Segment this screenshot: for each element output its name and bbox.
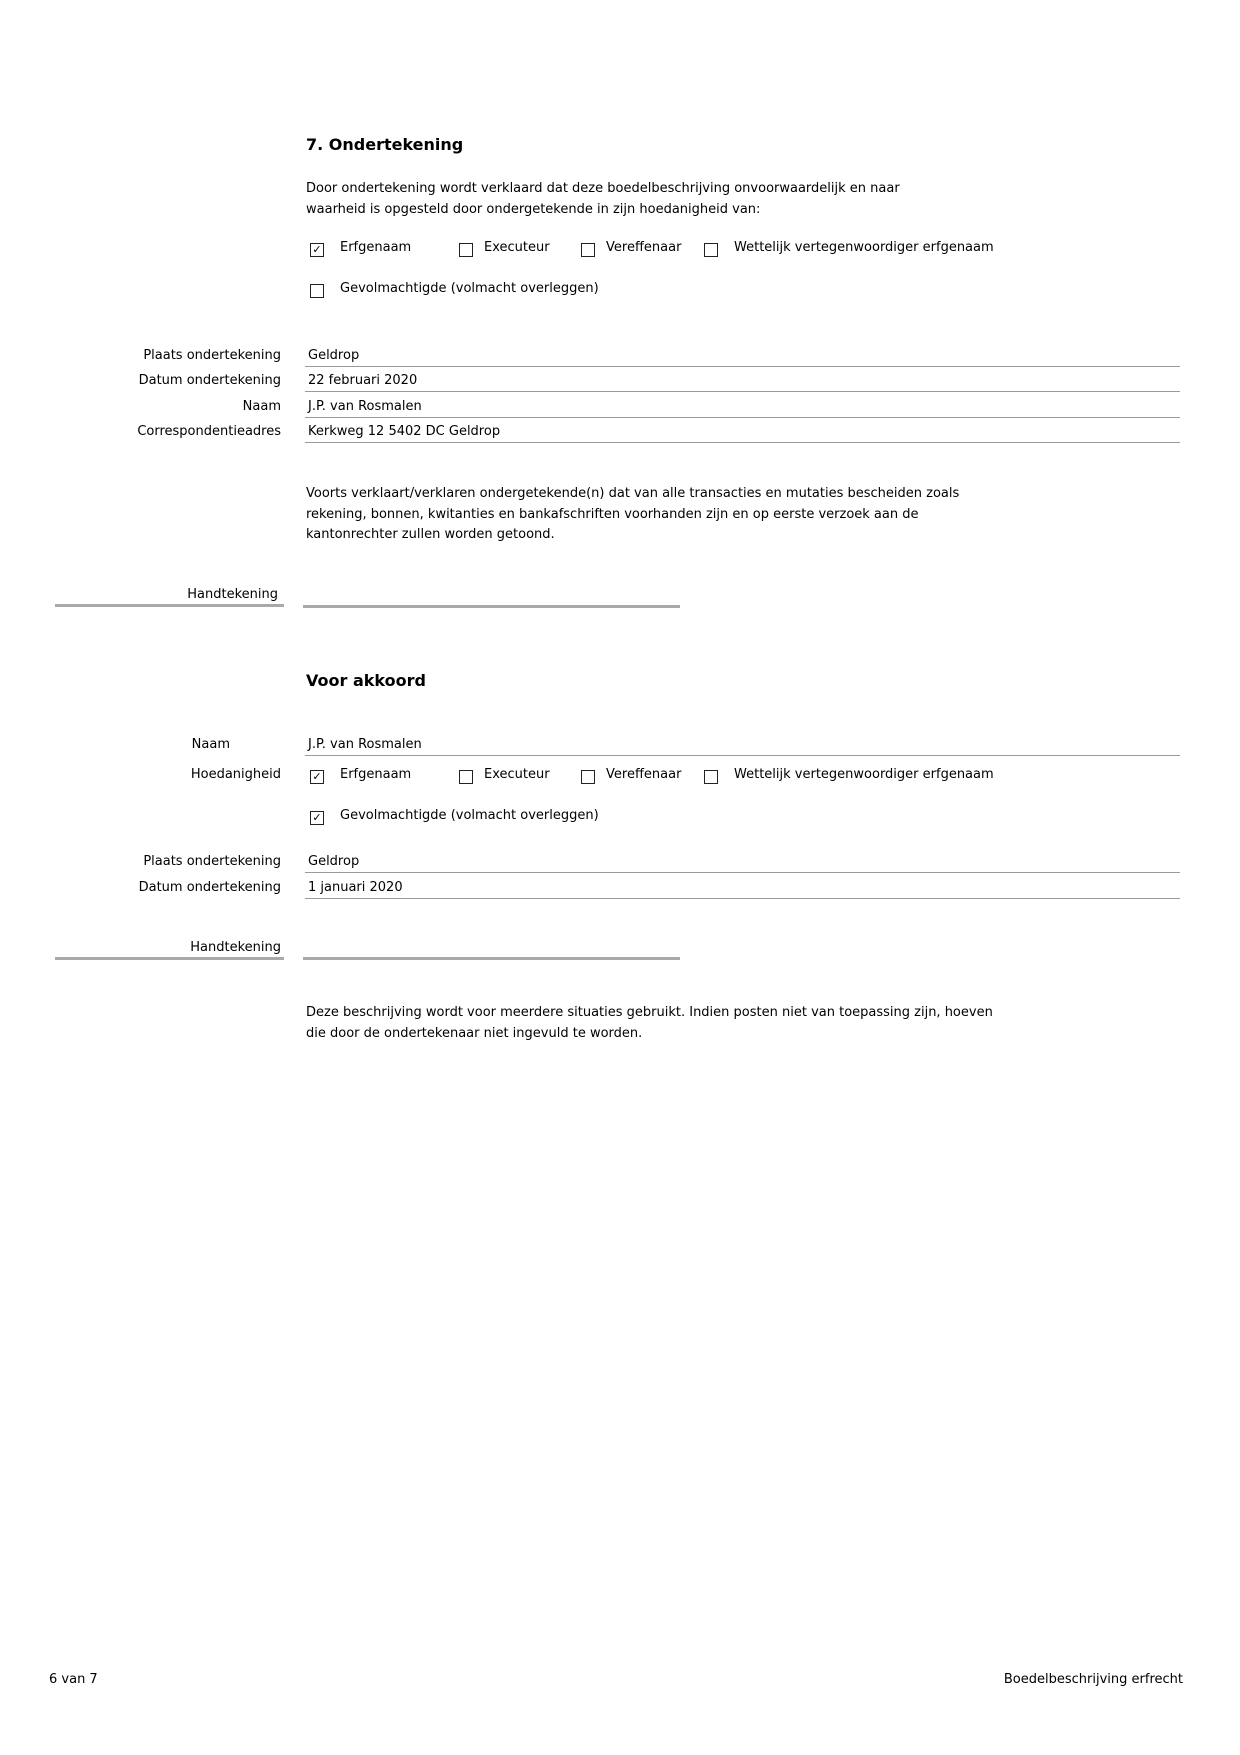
field-label-naam: Naam	[242, 399, 281, 414]
signature-line[interactable]	[303, 605, 680, 608]
field-value-plaats[interactable]: Geldrop	[308, 854, 360, 869]
checkbox-label: Wettelijk vertegenwoordiger erfgenaam	[734, 240, 994, 255]
checkbox-label: Executeur	[484, 240, 550, 255]
checkbox-vereffenaar[interactable]	[581, 770, 595, 784]
field-value-naam[interactable]: J.P. van Rosmalen	[308, 399, 422, 414]
intro-line: waarheid is opgesteld door ondergetekende in zijn hoedanigheid van:	[306, 201, 761, 217]
signature-line[interactable]	[303, 957, 680, 960]
field-underline	[305, 417, 1180, 418]
field-underline	[305, 366, 1180, 367]
checkbox-label: Vereffenaar	[606, 767, 682, 782]
field-underline	[305, 755, 1180, 756]
field-label-hoedanigheid: Hoedanigheid	[190, 767, 281, 782]
checkbox-gevolmachtigde[interactable]	[310, 284, 324, 298]
note-line: Deze beschrijving wordt voor meerdere situaties gebruikt. Indien posten niet van toepassing zijn, hoeven	[306, 1005, 993, 1020]
signature-label-rule	[55, 604, 284, 607]
field-underline	[305, 898, 1180, 899]
checkbox-wettelijk-vertegenwoordiger[interactable]	[704, 243, 718, 257]
checkbox-label: Vereffenaar	[606, 240, 682, 255]
checkbox-label: Gevolmachtigde (volmacht overleggen)	[340, 281, 599, 296]
field-label-datum: Datum ondertekening	[138, 373, 281, 388]
section-title: Voor akkoord	[306, 671, 426, 690]
statement-paragraph	[306, 484, 959, 546]
field-value-plaats[interactable]: Geldrop	[308, 348, 360, 363]
field-underline	[305, 442, 1180, 443]
checkbox-gevolmachtigde[interactable]: ✓	[310, 811, 324, 825]
note-line: die door de ondertekenaar niet ingevuld te worden.	[306, 1025, 643, 1041]
section-title: 7. Ondertekening	[306, 135, 464, 154]
checkbox-label: Gevolmachtigde (volmacht overleggen)	[340, 808, 599, 823]
checkbox-erfgenaam[interactable]: ✓	[310, 770, 324, 784]
signature-label-rule	[55, 957, 284, 960]
document-title: Boedelbeschrijving erfrecht	[1003, 1672, 1183, 1687]
statement-line: rekening, bonnen, kwitanties en bankafschriften voorhanden zijn en op eerste verzoek aan de	[306, 506, 919, 522]
checkbox-executeur[interactable]	[459, 243, 473, 257]
statement-line: Voorts verklaart/verklaren ondergetekende(n) dat van alle transacties en mutaties bescheiden zoals	[306, 486, 960, 501]
field-value-adres[interactable]: Kerkweg 12 5402 DC Geldrop	[308, 424, 501, 439]
field-label-naam: Naam	[191, 737, 230, 752]
field-value-naam[interactable]: J.P. van Rosmalen	[308, 737, 422, 752]
signature-label: Handtekening	[187, 587, 278, 602]
statement-line: kantonrechter zullen worden getoond.	[306, 527, 555, 542]
checkbox-wettelijk-vertegenwoordiger[interactable]	[704, 770, 718, 784]
field-label-plaats: Plaats ondertekening	[143, 854, 281, 869]
field-underline	[305, 872, 1180, 873]
checkbox-label: Wettelijk vertegenwoordiger erfgenaam	[734, 767, 994, 782]
checkbox-erfgenaam[interactable]: ✓	[310, 243, 324, 257]
checkbox-vereffenaar[interactable]	[581, 243, 595, 257]
field-label-datum: Datum ondertekening	[138, 880, 281, 895]
field-label-adres: Correspondentieadres	[137, 424, 281, 439]
checkbox-label: Executeur	[484, 767, 550, 782]
field-value-datum[interactable]: 1 januari 2020	[308, 880, 403, 895]
page-number: 6 van 7	[49, 1672, 98, 1687]
checkbox-label: Erfgenaam	[340, 767, 412, 782]
checkbox-label: Erfgenaam	[340, 240, 412, 255]
field-value-datum[interactable]: 22 februari 2020	[308, 373, 418, 388]
field-label-plaats: Plaats ondertekening	[143, 348, 281, 363]
checkbox-executeur[interactable]	[459, 770, 473, 784]
intro-line: Door ondertekening wordt verklaard dat deze boedelbeschrijving onvoorwaardelijk en naar	[306, 181, 900, 196]
intro-paragraph	[306, 179, 900, 220]
signature-label: Handtekening	[190, 940, 281, 955]
field-underline	[305, 391, 1180, 392]
note-paragraph	[306, 1003, 993, 1044]
